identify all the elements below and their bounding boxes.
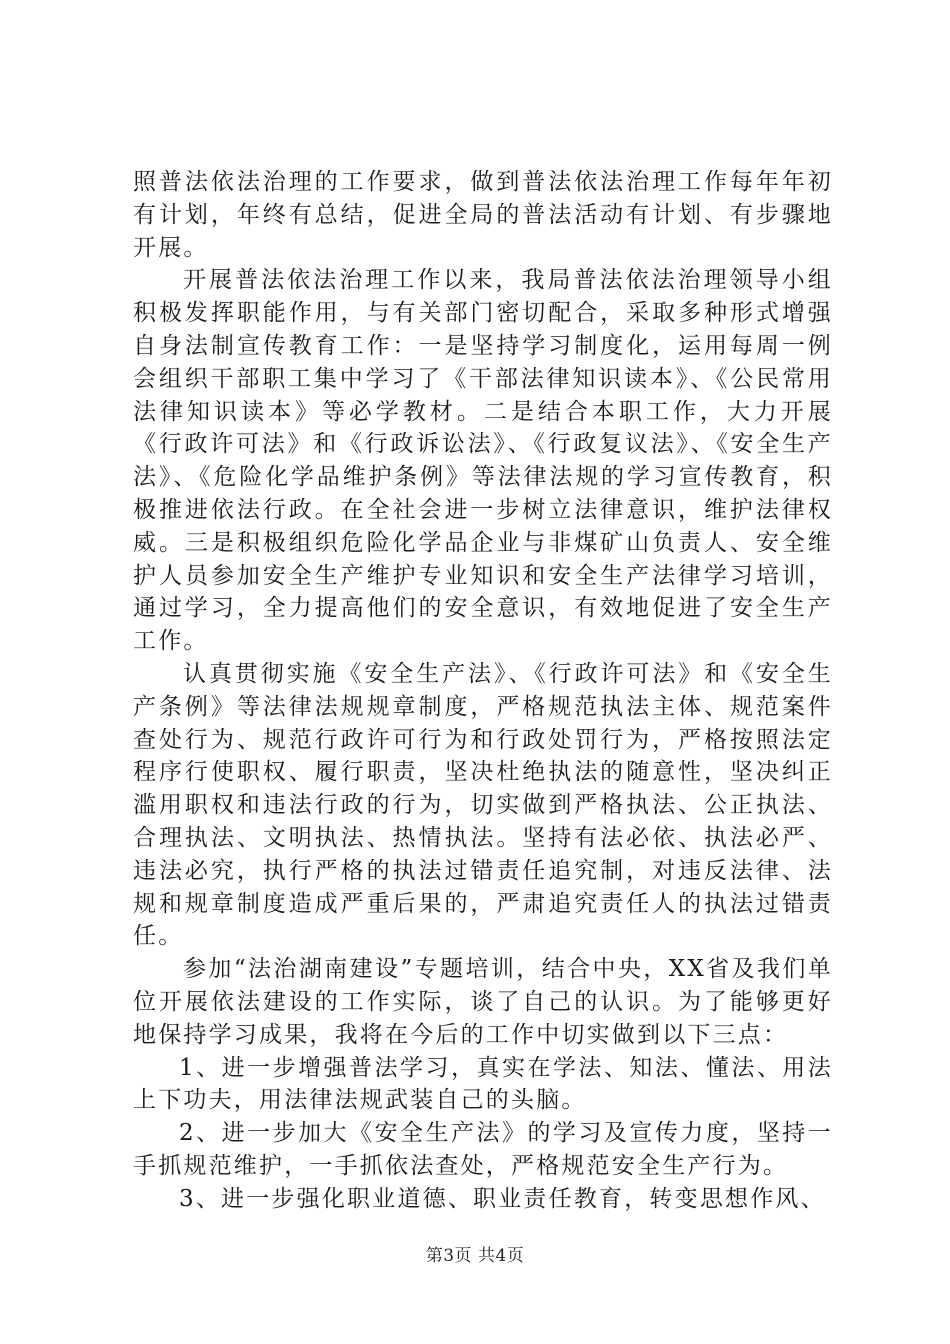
list-item-1: 1、进一步增强普法学习，真实在学法、知法、懂法、用法上下功夫，用法律法规武装自己的头脑。	[133, 1054, 833, 1114]
paragraph-law-enforcement: 认真贯彻实施《安全生产法》、《行政许可法》和《安全生产条例》等法律法规规章制度，严格规范执法主体、规范案件查处行为、规范行政许可行为和行政处罚行为，严格按照法定程序行使职权、履行职责，坚决杜绝执法的随意性，坚决纠正滥用职权和违法行政的行为，切实做到严格执法、公正执法、合理执法、文明执法、热情执法。坚持有法必依、执法必严、违法必究，执行严格的执法过错责任追究制，对违反法律、法规和规章制度造成严重后果的，严肃追究责任人的执法过错责任。	[133, 660, 833, 950]
list-item-2: 2、进一步加大《安全生产法》的学习及宣传力度，坚持一手抓规范维护，一手抓依法查处，严格规范安全生产行为。	[133, 1120, 833, 1179]
paragraph-legal-education: 开展普法依法治理工作以来，我局普法依法治理领导小组积极发挥职能作用，与有关部门密切配合，采取多种形式增强自身法制宣传教育工作：一是坚持学习制度化，运用每周一例会组织干部职工集中学习了《干部法律知识读本》、《公民常用法律知识读本》等必学教材。二是结合本职工作，大力开展《行政许可法》和《行政诉讼法》、《行政复议法》、《安全生产法》、《危险化学品维护条例》等法律法规的学习宣传教育，积极推进依法行政。在全社会进一步树立法律意识，维护法律权威。三是积极组织危险化学品企业与非煤矿山负责人、安全维护人员参加安全生产维护专业知识和安全生产法律学习培训，通过学习，全力提高他们的安全意识，有效地促进了安全生产工作。	[133, 267, 833, 655]
paragraph-training: 参加“法治湖南建设”专题培训，结合中央，XX省及我们单位开展依法建设的工作实际，谈了自己的认识。为了能够更好地保持学习成果，我将在今后的工作中切实做到以下三点：	[133, 956, 833, 1048]
list-item-3: 3、进一步强化职业道德、职业责任教育，转变思想作风、	[179, 1185, 826, 1212]
page-number-footer: 第3页 共4页	[425, 1246, 525, 1266]
paragraph-continuation: 照普法依法治理的工作要求，做到普法依法治理工作每年年初有计划，年终有总结，促进全局的普法活动有计划、有步骤地开展。	[133, 169, 833, 261]
document-body	[133, 166, 833, 1216]
